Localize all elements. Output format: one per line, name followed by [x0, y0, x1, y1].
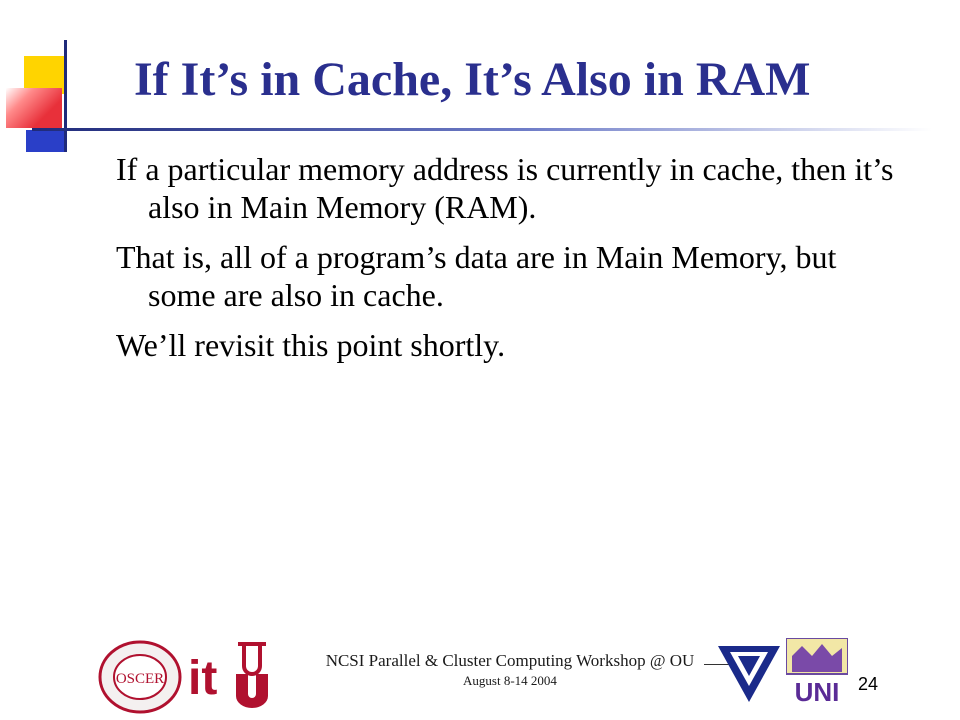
slide-title: If It’s in Cache, It’s Also in RAM [134, 53, 811, 106]
triangle-logo [716, 642, 782, 704]
uni-logo-text: UNI [794, 677, 840, 704]
it-logo-text: it [188, 652, 218, 704]
footer-text [300, 650, 720, 690]
it-logo [186, 640, 232, 704]
corner-red-block [6, 88, 62, 128]
bullet-list [116, 150, 896, 376]
ou-logo [232, 636, 272, 708]
corner-vertical-line [64, 40, 67, 152]
bullet-item: We’ll revisit this point shortly. [116, 327, 506, 363]
title-underline [32, 128, 932, 131]
uni-logo [786, 638, 848, 704]
footer-date: August 8-14 2004 [463, 673, 557, 688]
bullet-item: If a particular memory address is currently in cache, then it’s also in Main Memory (RAM). [116, 151, 894, 225]
corner-blue-block [26, 130, 64, 152]
seal-text: OSCER [115, 671, 165, 687]
footer-workshop: NCSI Parallel & Cluster Computing Workshop @ OU [325, 651, 695, 670]
supercomputing-seal-logo [98, 640, 182, 714]
bullet-item: That is, all of a program’s data are in Main Memory, but some are also in cache. [116, 239, 837, 313]
page-number: 24 [858, 674, 879, 694]
